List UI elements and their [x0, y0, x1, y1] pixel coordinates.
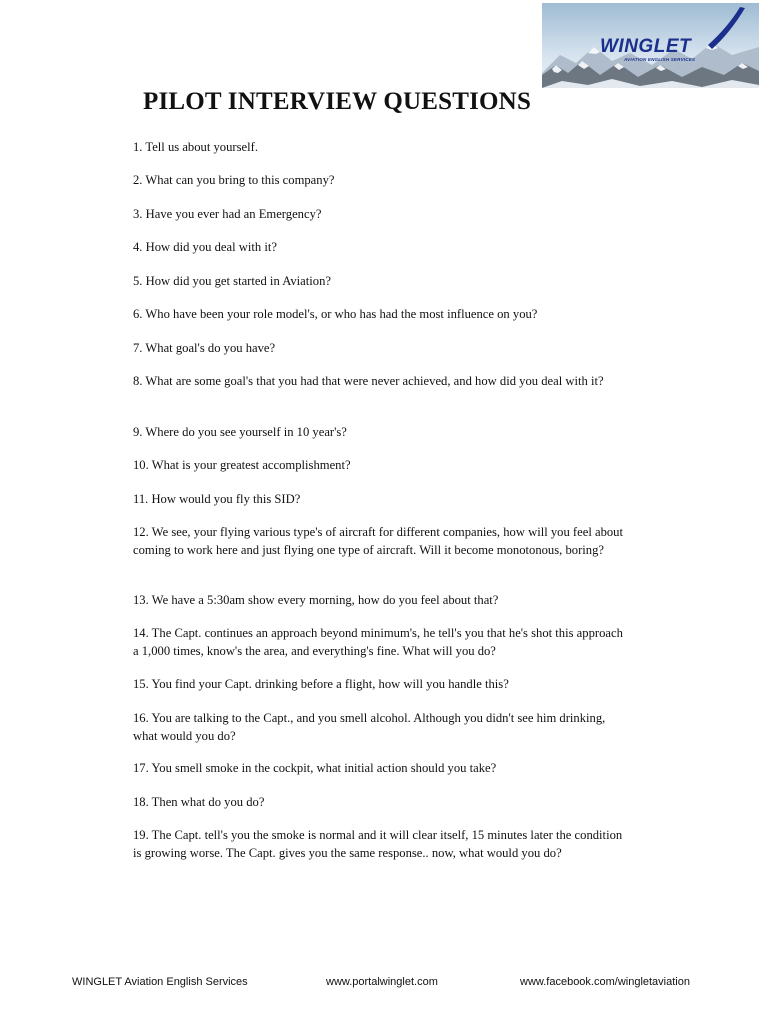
question-item: 10. What is your greatest accomplishment?	[133, 457, 351, 472]
question-item: 17. You smell smoke in the cockpit, what initial action should you take?	[133, 760, 497, 775]
footer-website-link[interactable]: www.portalwinglet.com	[326, 976, 438, 988]
question-item: 16. You are talking to the Capt., and you smell alcohol. Although you didn't see him drinking, what would you do?	[133, 710, 606, 743]
question-item: 5. How did you get started in Aviation?	[133, 273, 332, 288]
question-item: 7. What goal's do you have?	[133, 340, 276, 355]
question-item: 8. What are some goal's that you had that were never achieved, and how did you deal with it?	[133, 373, 604, 388]
question-item: 9. Where do you see yourself in 10 year's?	[133, 424, 347, 439]
winglet-logo-banner	[542, 3, 759, 88]
footer-company: WINGLET Aviation English Services	[72, 976, 248, 988]
question-item: 2. What can you bring to this company?	[133, 172, 335, 187]
page-title: PILOT INTERVIEW QUESTIONS	[143, 88, 532, 115]
question-item: 3. Have you ever had an Emergency?	[133, 206, 322, 221]
question-item: 12. We see, your flying various type's of aircraft for different companies, how will you feel about coming to work here and just flying one type of aircraft. Will it become monotonous, boring?	[133, 524, 623, 557]
question-item: 4. How did you deal with it?	[133, 239, 277, 254]
question-item: 1. Tell us about yourself.	[133, 139, 258, 154]
logo-tagline: AVIATION ENGLISH SERVICES	[624, 57, 696, 62]
question-item: 15. You find your Capt. drinking before a flight, how will you handle this?	[133, 676, 509, 691]
question-item: 11. How would you fly this SID?	[133, 491, 301, 506]
logo-wordmark: WINGLET	[600, 36, 692, 57]
question-item: 19. The Capt. tell's you the smoke is normal and it will clear itself, 15 minutes later the condition is growing worse. The Capt. gives you the same response.. now, what would you do?	[133, 827, 623, 860]
question-item: 6. Who have been your role model's, or who has had the most influence on you?	[133, 306, 538, 321]
footer-facebook-link[interactable]: www.facebook.com/wingletaviation	[520, 976, 690, 988]
question-item: 18. Then what do you do?	[133, 794, 265, 809]
question-item: 13. We have a 5:30am show every morning, how do you feel about that?	[133, 592, 499, 607]
question-item: 14. The Capt. continues an approach beyond minimum's, he tell's you that he's shot this approach a 1,000 times, know's the area, and everything's fine. What will you do?	[133, 625, 623, 658]
